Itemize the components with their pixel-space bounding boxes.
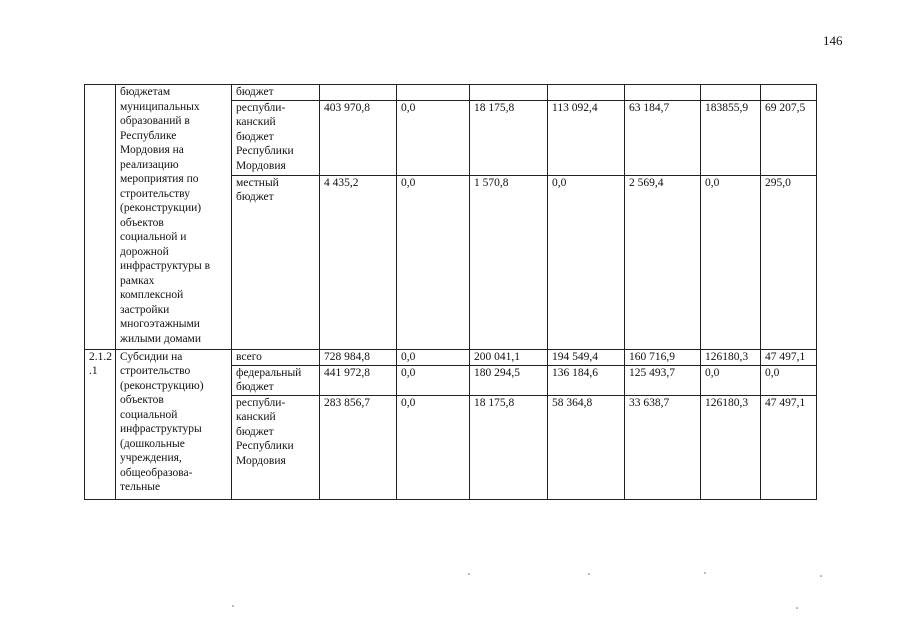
value-cell: 47 497,1: [761, 349, 817, 365]
source-cell: местный бюджет: [232, 175, 320, 349]
value-cell: 0,0: [701, 175, 761, 349]
source-cell: всего: [232, 349, 320, 365]
value-cell: 0,0: [397, 395, 470, 499]
value-cell: 2 569,4: [625, 175, 701, 349]
value-cell: 0,0: [548, 175, 625, 349]
value-cell: 47 497,1: [761, 395, 817, 499]
value-cell: 113 092,4: [548, 100, 625, 175]
value-cell: 63 184,7: [625, 100, 701, 175]
value-cell: 160 716,9: [625, 349, 701, 365]
value-cell: 136 184,6: [548, 365, 625, 395]
value-cell: 728 984,8: [320, 349, 397, 365]
value-cell: 295,0: [761, 175, 817, 349]
scan-speck: [796, 607, 798, 609]
value-cell: 69 207,5: [761, 100, 817, 175]
value-cell: 0,0: [397, 175, 470, 349]
source-cell: республи- канский бюджет Республики Мордовия: [232, 100, 320, 175]
value-cell: 1 570,8: [470, 175, 548, 349]
value-cell: 0,0: [397, 365, 470, 395]
value-cell: 183855,9: [701, 100, 761, 175]
source-cell: бюджет: [232, 85, 320, 101]
value-cell: 194 549,4: [548, 349, 625, 365]
value-cell: 18 175,8: [470, 100, 548, 175]
value-cell: 33 638,7: [625, 395, 701, 499]
value-cell: 126180,3: [701, 349, 761, 365]
code-cell: 2.1.2 .1: [85, 349, 116, 499]
value-cell: 0,0: [701, 365, 761, 395]
value-cell: 441 972,8: [320, 365, 397, 395]
scan-speck: [588, 573, 590, 575]
scan-speck: [704, 572, 706, 574]
scan-speck: [468, 573, 470, 575]
value-cell: 4 435,2: [320, 175, 397, 349]
value-cell: 125 493,7: [625, 365, 701, 395]
value-cell: 0,0: [397, 100, 470, 175]
description-cell: бюджетам муниципальных образований в Республике Мордовия на реализацию мероприятия по строительству (реконструкции) объектов социальной и дорожной инфраструктуры в рамках комплексной застройки многоэтажными жилыми домами: [116, 85, 232, 350]
value-cell: 0,0: [397, 349, 470, 365]
value-cell: 403 970,8: [320, 100, 397, 175]
value-cell: 283 856,7: [320, 395, 397, 499]
value-cell: 18 175,8: [470, 395, 548, 499]
scan-speck: [820, 575, 822, 577]
description-cell: Субсидии на строительство (реконструкцию) объектов социальной инфраструктуры (дошкольные учреждения, общеобразова- тельные: [116, 349, 232, 499]
scan-speck: [232, 605, 234, 607]
source-cell: федеральный бюджет: [232, 365, 320, 395]
value-cell: 200 041,1: [470, 349, 548, 365]
value-cell: 58 364,8: [548, 395, 625, 499]
source-cell: республи- канский бюджет Республики Мордовия: [232, 395, 320, 499]
value-cell: 126180,3: [701, 395, 761, 499]
value-cell: 0,0: [761, 365, 817, 395]
value-cell: 180 294,5: [470, 365, 548, 395]
page-number: 146: [823, 33, 843, 48]
